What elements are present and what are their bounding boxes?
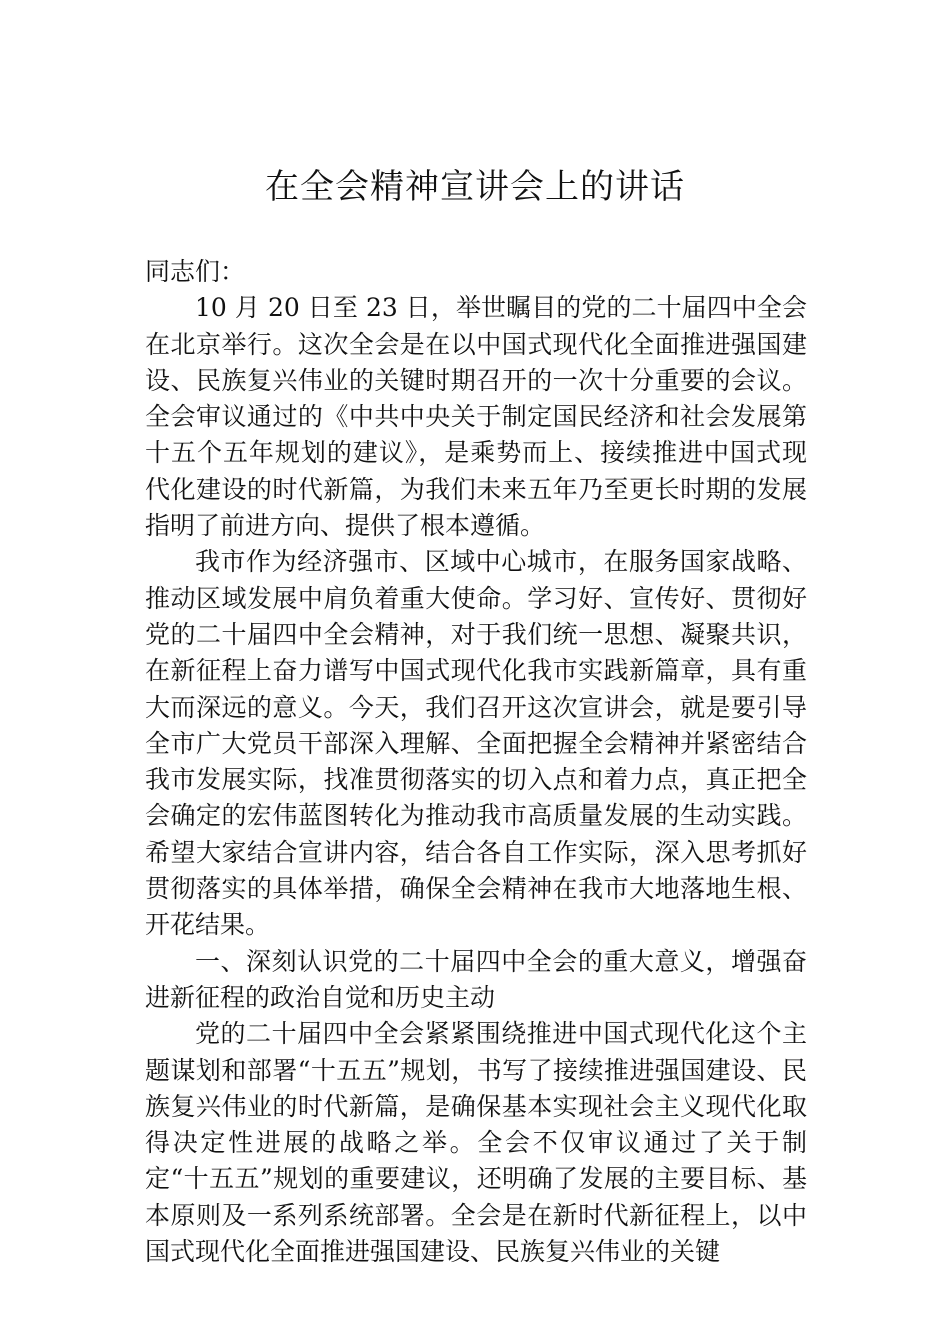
section-heading-1: 一、深刻认识党的二十届四中全会的重大意义，增强奋进新征程的政治自觉和历史主动 (145, 946, 807, 1012)
section-paragraph-1: 党的二十届四中全会紧紧围绕推进中国式现代化这个主题谋划和部署“十五五”规划，书写了接续推进强国建设、民族复兴伟业的时代新篇，是确保基本实现社会主义现代化取得决定性进展的战略之举。全会不仅审议通过了关于制定“十五五”规划的重要建议，还明确了发展的主要目标、基本原则及一系列系统部署。全会是在新时代新征程上，以中国式现代化全面推进强国建设、民族复兴伟业的关键 (145, 1019, 807, 1267)
paragraph-intro: 10 月 20 日至 23 日，举世瞩目的党的二十届四中全会在北京举行。这次全会是在以中国式现代化全面推进强国建设、民族复兴伟业的关键时期召开的一次十分重要的会议。全会审议通过的《中共中央关于制定国民经济和社会发展第十五个五年规划的建议》，是乘势而上、接续推进中国式现代化建设的时代新篇，为我们未来五年乃至更长时期的发展指明了前进方向、提供了根本遵循。 (145, 293, 807, 541)
salutation: 同志们： (145, 257, 246, 286)
document-body (145, 254, 807, 1270)
paragraph-city-mission: 我市作为经济强市、区域中心城市，在服务国家战略、推动区域发展中肩负着重大使命。学习好、宣传好、贯彻好党的二十届四中全会精神，对于我们统一思想、凝聚共识，在新征程上奋力谱写中国式现代化我市实践新篇章，具有重大而深远的意义。今天，我们召开这次宣讲会，就是要引导全市广大党员干部深入理解、全面把握全会精神并紧密结合我市发展实际，找准贯彻落实的切入点和着力点，真正把全会确定的宏伟蓝图转化为推动我市高质量发展的生动实践。希望大家结合宣讲内容，结合各自工作实际，深入思考抓好贯彻落实的具体举措，确保全会精神在我市大地落地生根、开花结果。 (145, 547, 807, 940)
document-title: 在全会精神宣讲会上的讲话 (265, 167, 685, 207)
